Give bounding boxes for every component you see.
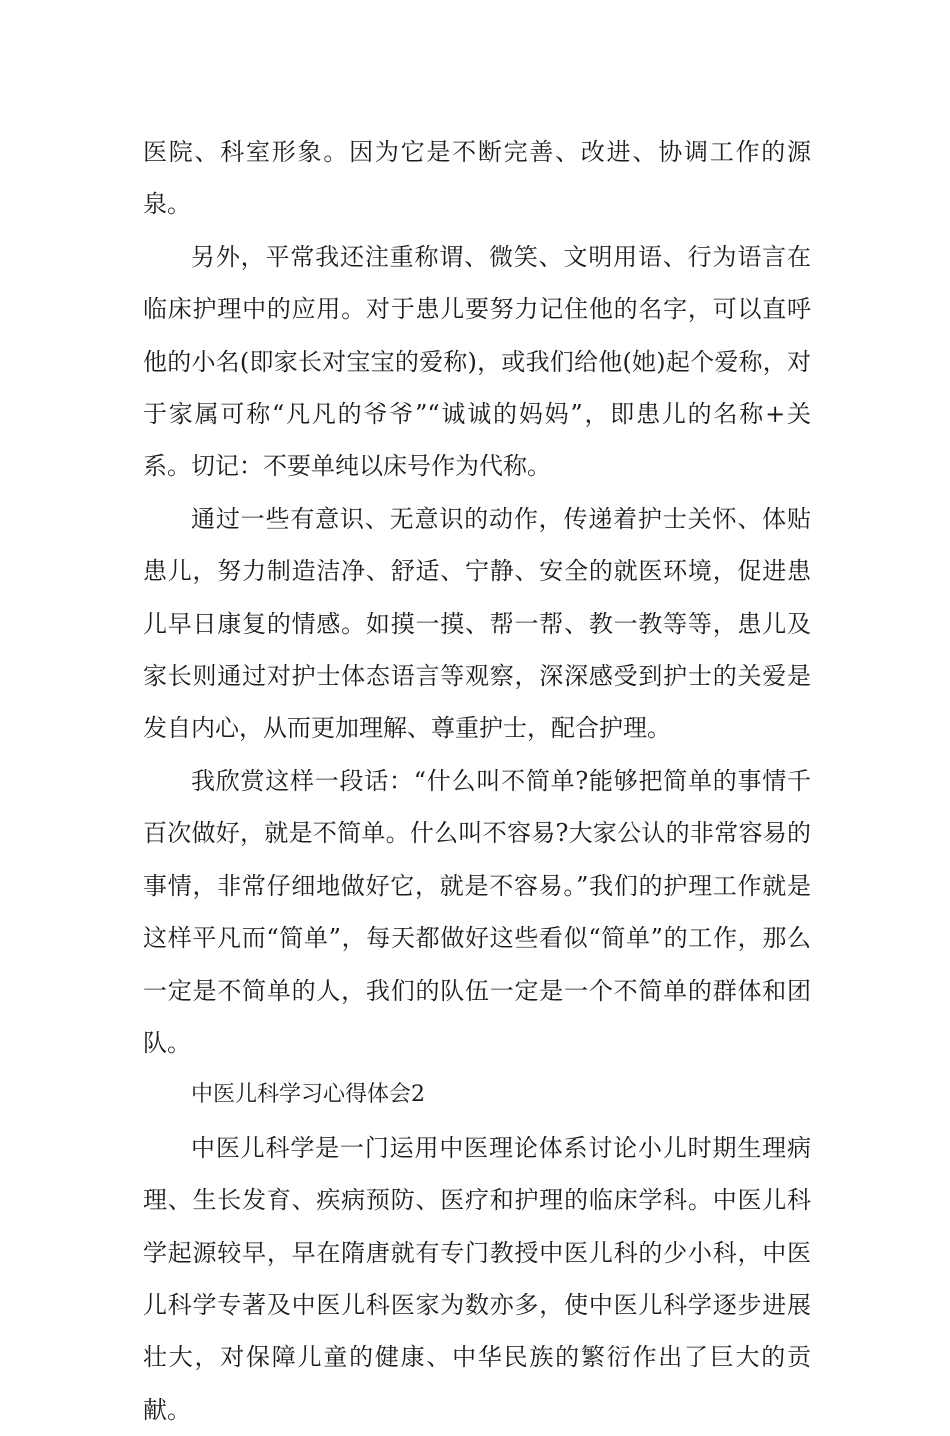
paragraph-quote: 我欣赏这样一段话：“什么叫不简单?能够把简单的事情千百次做好，就是不简单。什么叫不容易?大家公认的非常容易的事情，非常仔细地做好它，就是不容易。”我们的护理工作就是这样平凡而“简单”，每天都做好这些看似“简单”的工作，那么一定是不简单的人，我们的队伍一定是一个不简单的群体和团队。 (143, 766, 811, 1057)
paragraph-body-language: 通过一些有意识、无意识的动作，传递着护士关怀、体贴患儿，努力制造洁净、舒适、宁静、安全的就医环境，促进患儿早日康复的情感。如摸一摸、帮一帮、教一教等等，患儿及家长则通过对护士体态语言等观察，深深感受到护士的关爱是发自内心，从而更加理解、尊重护士，配合护理。 (143, 504, 811, 743)
paragraph-tcm-pediatrics: 中医儿科学是一门运用中医理论体系讨论小儿时期生理病理、生长发育、疾病预防、医疗和护理的临床学科。中医儿科学起源较早，早在隋唐就有专门教授中医儿科的少小科，中医儿科学专著及中医儿科医家为数亦多，使中医儿科学逐步进展壮大，对保障儿童的健康、中华民族的繁衍作出了巨大的贡献。 (143, 1133, 811, 1424)
section-heading: 中医儿科学习心得体会2 (191, 1082, 425, 1108)
paragraph-forms-of-address: 另外，平常我还注重称谓、微笑、文明用语、行为语言在临床护理中的应用。对于患儿要努力记住他的名字，可以直呼他的小名(即家长对宝宝的爱称)，或我们给他(她)起个爱称，对于家属可称“凡凡的爷爷”“诚诚的妈妈”，即患儿的名称+关系。切记：不要单纯以床号作为代称。 (143, 242, 811, 481)
document-body (143, 126, 811, 1436)
paragraph-continuation: 医院、科室形象。因为它是不断完善、改进、协调工作的源泉。 (143, 138, 811, 219)
